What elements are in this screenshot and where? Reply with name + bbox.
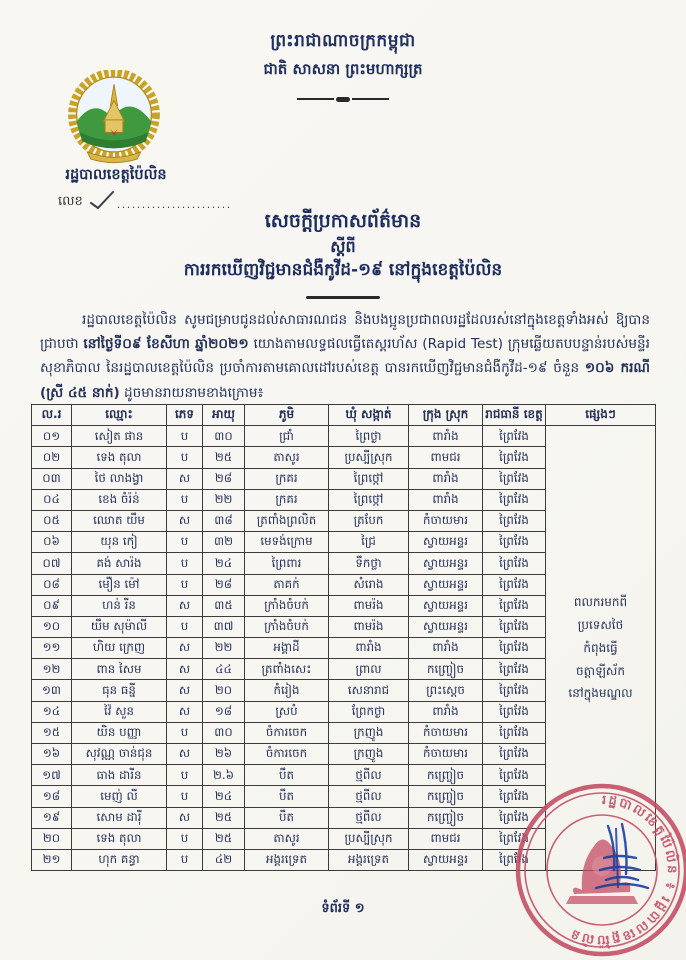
table-cell: ស [167,701,203,722]
table-cell: ស្វាយអន្ទរ [409,616,483,637]
table-cell: កំរៀង [245,680,329,701]
document-title-block [0,208,686,283]
table-cell: ៤៤ [203,659,245,680]
table-cell: កញ្ច្រៀច [409,786,483,807]
table-cell: ០៧ [32,553,72,574]
table-cell: ព្រៃពារ [245,553,329,574]
table-cell: យុន កៀ [72,532,167,553]
table-cell: ប [167,849,203,870]
table-header-row [32,405,656,426]
table-cell: មេទង់ក្រោម [245,532,329,553]
table-cell: ប [167,828,203,849]
table-cell: ព្រៃវែង [483,616,546,637]
table-cell: ពារាំង [409,489,483,510]
table-cell: ២៦ [203,744,245,765]
kingdom-title: ព្រះរាជាណាចក្រកម្ពុជា [270,31,416,51]
doc-number-dots: ....................... [116,198,232,211]
table-cell: ក្រាំងចំបក់ [245,616,329,637]
table-cell: បឹត [245,786,329,807]
table-cell: ចំការចេក [245,722,329,743]
table-cell: ព្រាល [329,659,409,680]
table-cell: ពាមជរ [409,447,483,468]
table-cell: ៣២ [203,532,245,553]
table-cell: ៣៥ [203,595,245,616]
doc-number-label: លេខ [58,194,83,209]
table-cell: ត្រពាំងព្រលិត [245,510,329,531]
column-header: ល.រ [32,405,72,426]
column-header: ក្រុង ស្រុក [409,405,483,426]
table-cell: មឿន ម៉ៅ [72,574,167,595]
table-cell: ស្វាយអន្ទរ [409,849,483,870]
table-cell: ២៥ [203,828,245,849]
table-cell: ព្រៃវែង [483,659,546,680]
table-cell: ព្រៃវែង [483,722,546,743]
table-cell: ព្រៃវែង [483,786,546,807]
table-cell: ទេង តុលា [72,447,167,468]
table-cell: សៀត ផាន [72,426,167,447]
table-cell: អង្គរទ្រេត [329,849,409,870]
table-cell: ព្រៃវែង [483,849,546,870]
table-cell: ១៦ [32,744,72,765]
table-cell: អង្គរទ្រេត [245,849,329,870]
table-cell: ប [167,532,203,553]
table-cell: ព្រែកថ្ងា [329,701,409,722]
national-motto: ជាតិ សាសនា ព្រះមហាក្សត្រ [263,60,423,78]
table-cell: ព្រៃវែង [483,426,546,447]
table-cell: ព្រៃថ្ងា [329,426,409,447]
table-cell: ព្រៃថ្កៅ [329,489,409,510]
table-cell: ស្វាយអន្ទរ [409,595,483,616]
stamp-border-text: រដ្ឋបាលខេត្តប៉ៃលិន ៖ រដ្ឋបាលខេត្តប៉ៃលិន [567,792,679,948]
table-cell: ២៨ [203,468,245,489]
table-cell: កញ្ច្រៀច [409,765,483,786]
title-line-2: ស្តីពី [330,236,356,256]
table-cell: ១៨ [203,701,245,722]
table-cell: ០៩ [32,595,72,616]
table-cell: ពារាំង [329,638,409,659]
table-cell: ស្របំ [245,701,329,722]
table-cell: ១៤ [32,701,72,722]
table-cell: ១៩ [32,807,72,828]
table-cell: សេនារាជ [329,680,409,701]
table-cell: ព្រៃវែង [483,701,546,722]
table-cell: ក្រាំងចំបក់ [245,595,329,616]
table-cell: ព្រៃវែង [483,574,546,595]
title-line-3: ការរកឃើញវិជ្ជមានជំងឺកូវីដ-១៩ នៅក្នុងខេត្តប៉ៃលិន [183,259,503,280]
table-cell: ប [167,574,203,595]
table-cell: ៣០ [203,722,245,743]
table-cell: ២.៦ [203,765,245,786]
table-cell: ២៨ [203,574,245,595]
table-cell: បឹត [245,807,329,828]
table-cell: ២០ [32,828,72,849]
table-cell: ខេង ចំរ៉ន់ [72,489,167,510]
table-cell: ៣៨ [203,510,245,531]
table-cell: ២៤ [203,786,245,807]
table-cell: ព្រៃថ្កៅ [329,468,409,489]
table-cell: ០៥ [32,510,72,531]
table-cell: ប [167,765,203,786]
table-cell: បឹត [245,765,329,786]
table-cell: ថៃ លាងង្វា [72,468,167,489]
column-header: រាជធានី ខេត្ត [483,405,546,426]
table-cell: ប [167,553,203,574]
table-cell: ១៧ [32,765,72,786]
table-cell: ប [167,426,203,447]
table-cell: ២២ [203,638,245,659]
signature-ink [556,818,666,913]
table-cell: ១២ [32,659,72,680]
table-cell: ១៥ [32,722,72,743]
title-line-1: សេចក្តីប្រកាសព័ត៌មាន [264,210,422,232]
table-cell: យិន បញ្ញា [72,722,167,743]
table-cell: ព្រៃវែង [483,447,546,468]
table-cell: ហុក គន្ធា [72,849,167,870]
table-cell: ពាមជរ [409,828,483,849]
provincial-emblem-icon [60,70,168,168]
table-cell: ពាន សៃម [72,659,167,680]
table-cell: សុវណ្ណ ចាន់ជុន [72,744,167,765]
note-line: ប្រទេសថៃ [577,617,624,632]
table-cell: ត្របែក [329,510,409,531]
table-cell: ១១ [32,638,72,659]
table-cell: ទឹកថ្លា [329,553,409,574]
table-cell: ក្រញូង [329,744,409,765]
table-cell: កំចាយមារ [409,510,483,531]
table-cell: កំចាយមារ [409,722,483,743]
table-cell: ០៨ [32,574,72,595]
table-cell: ពាមរ៉ង [329,616,409,637]
table-cell: ប [167,489,203,510]
page-number: ទំព័រទី ១ [321,901,365,916]
table-cell: ធុន ធន្នី [72,680,167,701]
table-cell: ត្រពាំងសេះ [245,659,329,680]
table-cell: ២៥ [203,447,245,468]
table-cell: ស [167,638,203,659]
table-cell: ហន់ រីន [72,595,167,616]
paragraph-segment: រដ្ឋបាលខេត្តប៉ៃលិន សូមជម្រាបជូនដល់សាធារណជន និងបងប្អូនប្រជាពលរដ្ឋដែលរស់នៅក្នុងខេត្តទាំងអស់ ឱ្យបានជ្រាបថា [40,312,650,353]
table-cell: យឹម សុម៉ាលី [72,616,167,637]
column-header: ភូមិ [245,405,329,426]
table-cell: ពារាំង [409,701,483,722]
table-cell: ២០ [203,680,245,701]
table-cell: ទេង តុលា [72,828,167,849]
table-cell: ០៦ [32,532,72,553]
body-paragraph [40,308,650,405]
table-cell: ០១ [32,426,72,447]
table-cell: ពារាំង [409,426,483,447]
table-cell: ស [167,807,203,828]
table-cell: ២៤ [203,553,245,574]
table-cell: ស [167,595,203,616]
table-cell: ២១ [32,849,72,870]
table-cell: ថ្មពីល [329,765,409,786]
table-cell: ព្រៃវែង [483,468,546,489]
note-line: ចត្តាឡីស័ក [576,663,625,678]
paragraph-segment: ដូចមានរាយនាមខាងក្រោម៖ [119,384,264,401]
table-cell: ក្រគរ [245,489,329,510]
table-cell: ព្រៃវែង [483,765,546,786]
table-cell: តាគក់ [245,574,329,595]
table-cell: ស [167,680,203,701]
table-cell: មេញ់ លី [72,786,167,807]
table-cell: ស្វាយអន្ទរ [409,574,483,595]
table-cell: ប្រស្បីស្រុក [329,447,409,468]
table-cell: ០៤ [32,489,72,510]
table-cell: ប្រស្បីស្រុក [329,828,409,849]
table-cell: ២៥ [203,807,245,828]
table-cell: ស្វាយអន្ទរ [409,532,483,553]
table-cell: កំចាយមារ [409,744,483,765]
header-divider [297,96,389,102]
table-cell: ១០ [32,616,72,637]
table-cell: ពារាំង [409,468,483,489]
table-cell: ប [167,722,203,743]
table-cell: ព្រៃវែង [483,532,546,553]
table-cell: ១៣ [32,680,72,701]
table-cell: ព្រៃវែង [483,595,546,616]
table-cell: ៣០ [203,426,245,447]
table-cell: ០២ [32,447,72,468]
table-cell: ពារាំង [409,638,483,659]
column-header: ភេទ [167,405,203,426]
column-header: ឈ្មោះ [72,405,167,426]
table-cell: តាសូរ [245,828,329,849]
table-cell: ប [167,447,203,468]
column-header: អាយុ [203,405,245,426]
table-cell: ០៣ [32,468,72,489]
table-cell: ស [167,744,203,765]
table-cell: ២២ [203,489,245,510]
table-cell: ធាង ដារីន [72,765,167,786]
table-cell: កញ្ច្រៀច [409,659,483,680]
paragraph-count-bold: ១០៦ ករណី (ស្រី ៤៥ នាក់) [40,360,650,401]
column-header: ឃុំ សង្កាត់ [329,405,409,426]
table-cell: ព្រៃវែង [483,553,546,574]
paragraph-date-bold: នៅថ្ងៃទី០៩ ខែសីហា ឆ្នាំ២០២១ [83,336,249,353]
org-name: រដ្ឋបាលខេត្តប៉ៃលិន [65,167,167,183]
table-cell: ១៨ [32,786,72,807]
table-cell: ស [167,510,203,531]
table-row [32,426,656,447]
table-cell: ៣៧ [203,616,245,637]
table-cell: គង់ សារ៉ង [72,553,167,574]
table-cell: សោម ដារ៉ី [72,807,167,828]
note-line: នៅក្នុងមណ្ឌល [568,686,633,701]
note-line: ពលករមកពី [573,595,628,610]
table-cell: តាសូរ [245,447,329,468]
table-cell: ព្រះស្តេច [409,680,483,701]
column-header: ផ្សេងៗ [546,405,656,426]
table-cell: វ៉ៃ សួន [72,701,167,722]
table-cell: ថ្មពីល [329,807,409,828]
table-cell: កញ្ច្រៀច [409,807,483,828]
table-cell: ប [167,616,203,637]
table-cell: ព្រៃវែង [483,680,546,701]
table-cell: ថ្មពីល [329,786,409,807]
table-cell: ឈោត យឹម [72,510,167,531]
table-cell: ជ្រាំ [245,426,329,447]
table-cell: ស [167,468,203,489]
table-cell: ហិយ ក្រេញ [72,638,167,659]
table-cell: អង្គាដី [245,638,329,659]
table-cell: ចំការចេក [245,744,329,765]
table-cell: ៤២ [203,849,245,870]
note-line: កំពុងធ្វើ [583,640,618,655]
table-cell: ព្រៃវែង [483,510,546,531]
table-cell: ព្រៃវែង [483,807,546,828]
table-cell: ស្វាយអន្ទរ [409,553,483,574]
table-cell: ពាមរ៉ង [329,595,409,616]
table-cell: សំរោង [329,574,409,595]
table-cell: ព្រៃវែង [483,744,546,765]
paragraph-segment: យោងតាមលទ្ធផលធ្វើតេស្តរហ័ស (Rapid Test) ក្រុមឆ្លើយតបបន្ទាន់របស់មន្ទីរសុខាភិបាល នៃរដ្ឋបាលខេត្តប៉ៃលិន ប្រចាំការតាមគោលដៅរបស់ខេត្ត បានរកឃើញវិជ្ជមានជំងឺកូវីដ-១៩ ចំនួន [40,336,650,377]
table-cell: ក្រញូង [329,722,409,743]
table-cell: ព្រៃវែង [483,489,546,510]
title-divider [306,296,380,299]
table-cell: ស [167,659,203,680]
table-cell: ក្រគរ [245,468,329,489]
table-cell: ជ្រៃ [329,532,409,553]
table-cell: ព្រៃវែង [483,638,546,659]
table-cell: ព្រៃវែង [483,828,546,849]
table-cell: ប [167,786,203,807]
